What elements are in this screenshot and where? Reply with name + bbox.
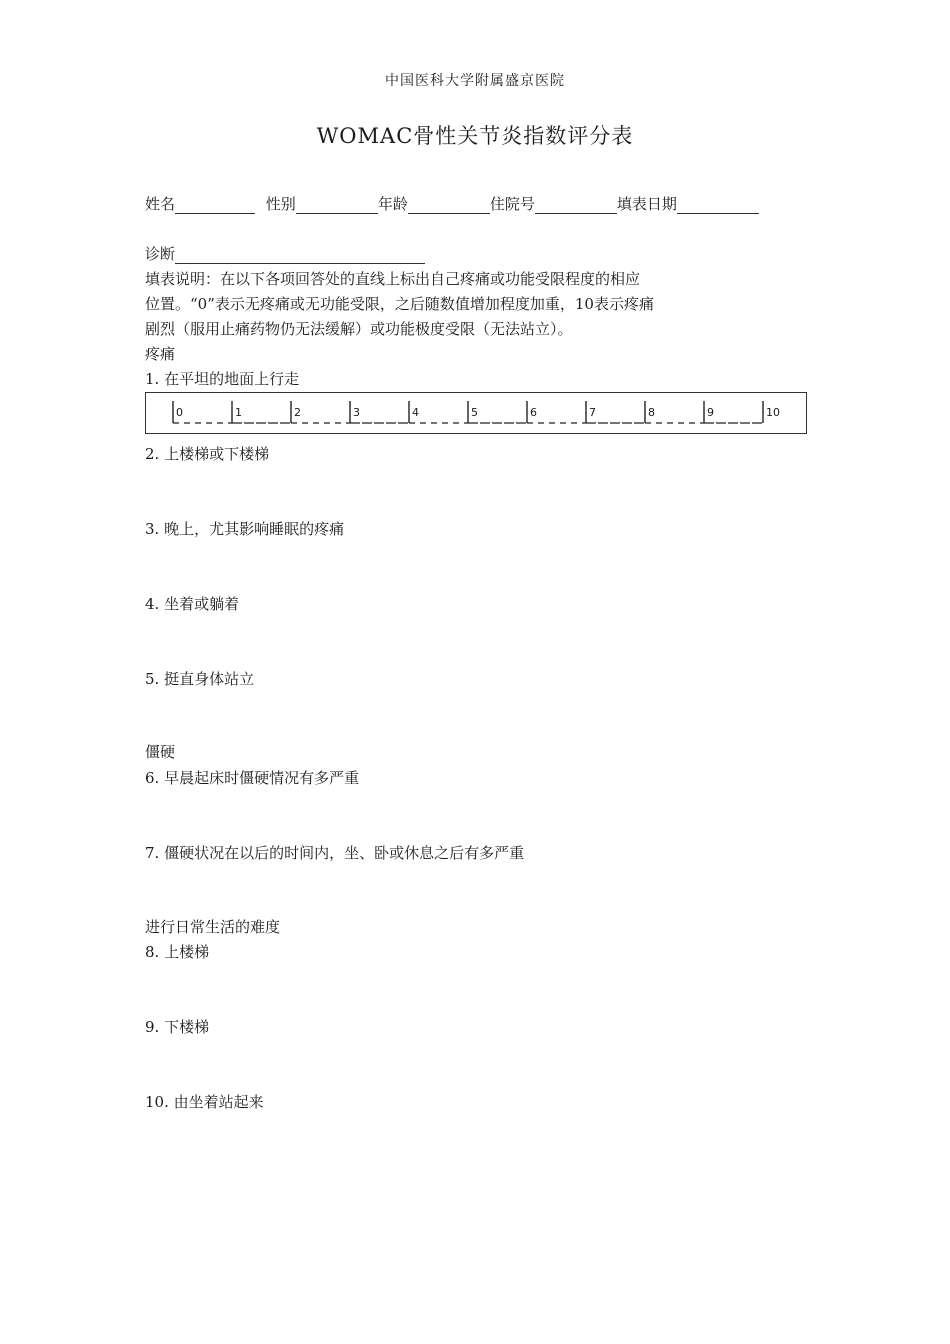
- date-line[interactable]: [677, 197, 759, 214]
- diagnosis-line[interactable]: [175, 247, 425, 264]
- scale-tick-label: 3: [353, 406, 360, 419]
- gender-field[interactable]: [266, 193, 378, 214]
- section-pain: 疼痛: [145, 345, 176, 363]
- diagnosis-field[interactable]: [145, 243, 425, 264]
- date-label: 填表日期: [616, 195, 677, 213]
- scale-tick-label: 10: [766, 406, 780, 419]
- admission-label: 住院号: [489, 195, 535, 213]
- scale-tick-label: 4: [412, 406, 419, 419]
- scale-tick-label: 0: [176, 406, 183, 419]
- section-stiffness: 僵硬: [145, 743, 176, 761]
- admission-field[interactable]: [490, 193, 617, 214]
- name-field[interactable]: [145, 193, 255, 214]
- form-title: WOMAC骨性关节炎指数评分表: [316, 124, 634, 148]
- gender-label: 性别: [265, 195, 296, 213]
- hospital-name: 中国医科大学附属盛京医院: [385, 73, 565, 89]
- question-10: 10. 由坐着站起来: [145, 1093, 264, 1111]
- age-field[interactable]: [378, 193, 490, 214]
- age-label: 年龄: [377, 195, 408, 213]
- question-9: 9. 下楼梯: [145, 1018, 210, 1036]
- scale-tick-label: 9: [707, 406, 714, 419]
- question-7: 7. 僵硬状况在以后的时间内，坐、卧或休息之后有多严重: [145, 844, 525, 862]
- scale-tick-label: 5: [471, 406, 478, 419]
- scale-tick-label: 1: [235, 406, 242, 419]
- instruction-line-1: 填表说明：在以下各项回答处的直线上标出自己疼痛或功能受限程度的相应: [145, 270, 641, 288]
- question-6: 6. 早晨起床时僵硬情况有多严重: [145, 769, 360, 787]
- patient-info-row: [145, 193, 759, 214]
- instruction-line-2: 位置。“0”表示无疼痛或无功能受限，之后随数值增加程度加重，10表示疼痛: [145, 295, 654, 313]
- question-4: 4. 坐着或躺着: [145, 595, 240, 613]
- question-2: 2. 上楼梯或下楼梯: [145, 445, 270, 463]
- admission-line[interactable]: [535, 197, 617, 214]
- scale-graphic: [146, 393, 808, 435]
- name-line[interactable]: [175, 197, 255, 214]
- pain-scale[interactable]: [145, 392, 807, 434]
- question-1: 1. 在平坦的地面上行走: [145, 370, 300, 388]
- date-field[interactable]: [617, 193, 759, 214]
- scale-tick-label: 6: [530, 406, 537, 419]
- instruction-line-3: 剧烈（服用止痛药物仍无法缓解）或功能极度受限（无法站立）。: [145, 320, 573, 338]
- scale-tick-label: 8: [648, 406, 655, 419]
- diagnosis-label: 诊断: [145, 245, 176, 263]
- question-5: 5. 挺直身体站立: [145, 670, 255, 688]
- scale-tick-label: 7: [589, 406, 596, 419]
- question-3: 3. 晚上，尤其影响睡眠的疼痛: [145, 520, 345, 538]
- scale-tick-label: 2: [294, 406, 301, 419]
- name-label: 姓名: [145, 195, 176, 213]
- age-line[interactable]: [408, 197, 490, 214]
- question-8: 8. 上楼梯: [145, 943, 210, 961]
- gender-line[interactable]: [296, 197, 378, 214]
- section-function: 进行日常生活的难度: [145, 918, 281, 936]
